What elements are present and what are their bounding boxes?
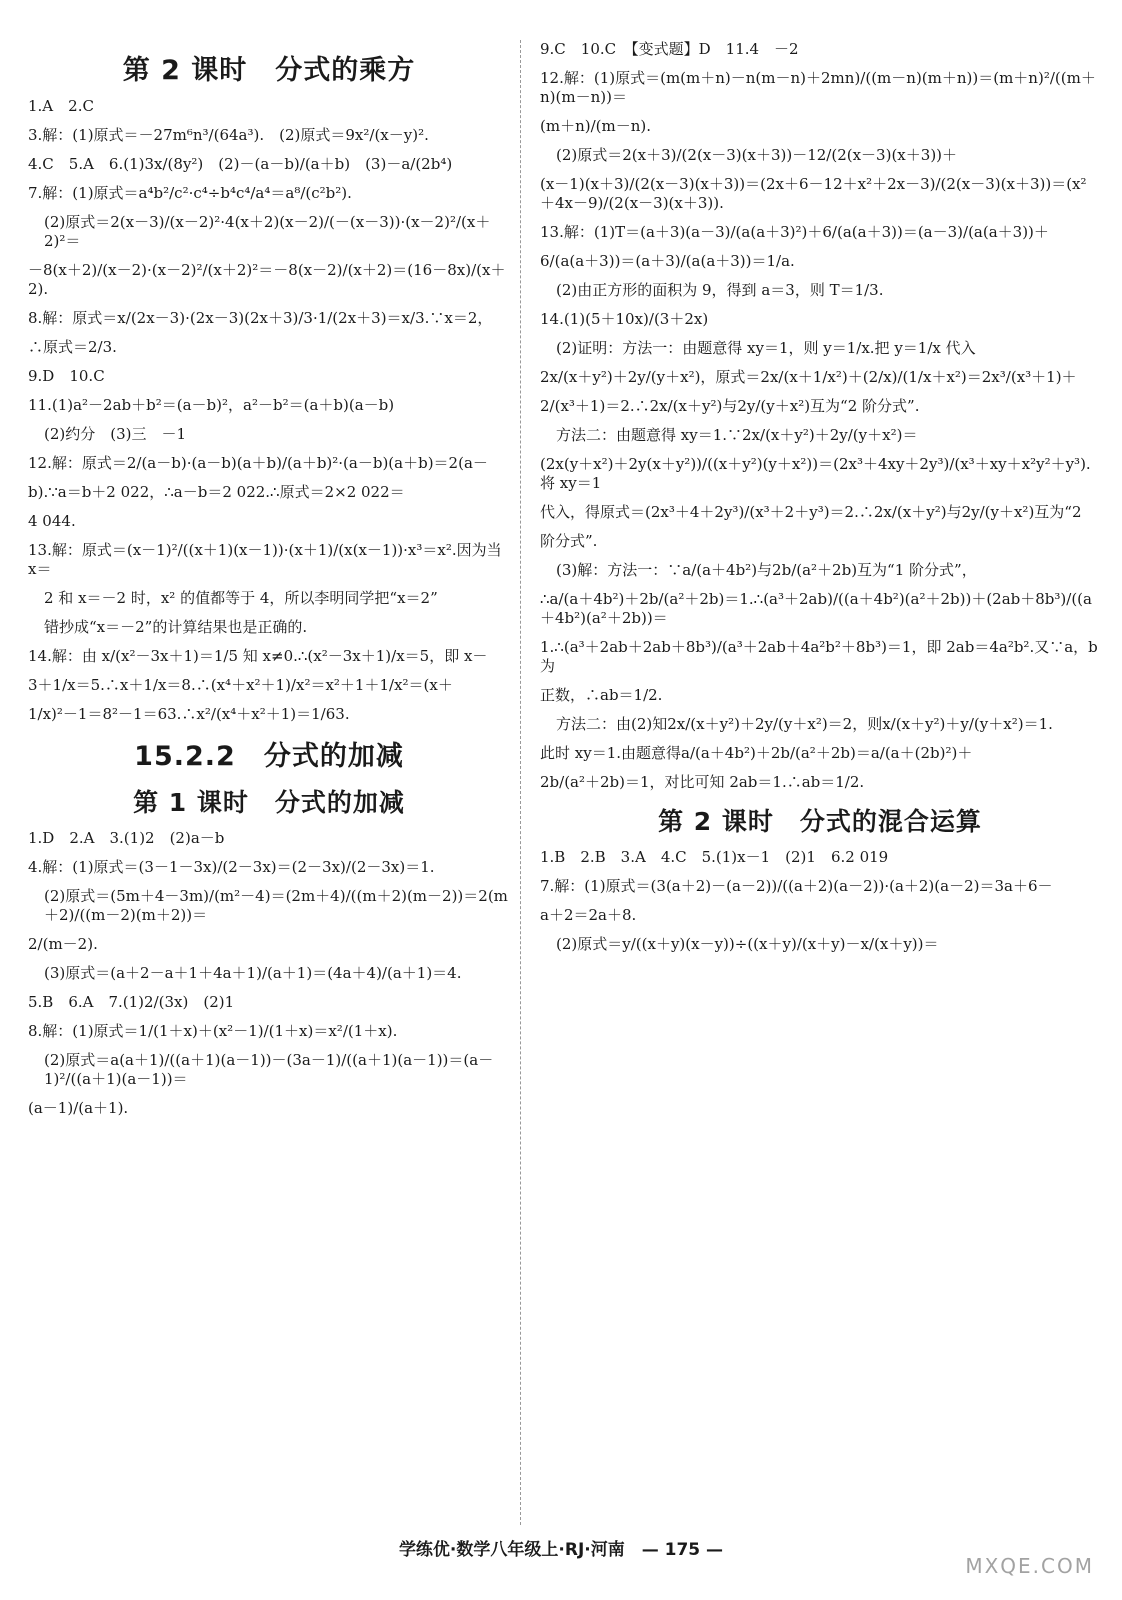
answer-line: (3)原式＝(a＋2－a＋1＋4a＋1)/(a＋1)＝(4a＋4)/(a＋1)＝4. — [44, 964, 462, 982]
answer-line: (a－1)/(a＋1). — [28, 1099, 129, 1117]
answer-line: 7.解：(1)原式＝(3(a＋2)－(a－2))/((a＋2)(a－2))·(a＋2)(a－2)＝3a＋6－ — [540, 877, 1053, 895]
answer-line: 3＋1/x＝5.∴x＋1/x＝8.∴(x⁴＋x²＋1)/x²＝x²＋1＋1/x²＝(x＋ — [28, 676, 453, 694]
answer-line: 代入，得原式＝(2x³＋4＋2y³)/(x³＋2＋y³)＝2.∴2x/(x＋y²)与2y/(y＋x²)互为“2 — [540, 503, 1082, 521]
answer-line: (2)原式＝2(x＋3)/(2(x－3)(x＋3))－12/(2(x－3)(x＋3))＋ — [556, 146, 958, 164]
answer-line: 13.解：原式＝(x－1)²/((x＋1)(x－1))·(x＋1)/(x(x－1))·x³＝x².因为当 x＝ — [28, 541, 507, 578]
answer-line: 2b/(a²＋2b)＝1，对比可知 2ab＝1.∴ab＝1/2. — [540, 773, 865, 791]
answer-line: 14.解：由 x/(x²－3x＋1)＝1/5 知 x≠0.∴(x²－3x＋1)/x＝5，即 x－ — [28, 647, 488, 665]
answer-line: 正数，∴ab＝1/2. — [540, 686, 663, 704]
answer-line: 13.解：(1)T＝(a＋3)(a－3)/(a(a＋3)²)＋6/(a(a＋3))＝(a－3)/(a(a＋3))＋ — [540, 223, 1049, 241]
answer-line: 2 和 x＝－2 时，x² 的值都等于 4，所以李明同学把“x＝2” — [44, 589, 438, 607]
answer-line: 2/(m－2). — [28, 935, 98, 953]
answer-line: (2)原式＝(5m＋4－3m)/(m²－4)＝(2m＋4)/((m＋2)(m－2))＝2(m＋2)/((m－2)(m＋2))＝ — [44, 887, 508, 924]
answer-line: 4 044. — [28, 512, 76, 530]
right-column — [540, 40, 1103, 964]
left-column — [28, 40, 510, 1128]
answer-line: ∴a/(a＋4b²)＋2b/(a²＋2b)＝1.∴(a³＋2ab)/((a＋4b²)(a²＋2b))＋(2ab＋8b³)/((a＋4b²)(a²＋2b))＝ — [540, 590, 1092, 627]
answer-line: 2/(x³＋1)＝2.∴2x/(x＋y²)与2y/(y＋x²)互为“2 阶分式”. — [540, 397, 920, 415]
answer-line: 11.(1)a²－2ab＋b²＝(a－b)²，a²－b²＝(a＋b)(a－b) — [28, 396, 395, 414]
answer-line: 2x/(x＋y²)＋2y/(y＋x²)，原式＝2x/(x＋1/x²)＋(2/x)/(1/x＋x²)＝2x³/(x³＋1)＋ — [540, 368, 1077, 386]
answer-line: 此时 xy＝1.由题意得a/(a＋4b²)＋2b/(a²＋2b)＝a/(a＋(2b)²)＋ — [540, 744, 973, 762]
answer-line: 4.C 5.A 6.(1)3x/(8y²) (2)－(a－b)/(a＋b) (3)－a/(2b⁴) — [28, 155, 453, 173]
answer-line: 1/x)²－1＝8²－1＝63.∴x²/(x⁴＋x²＋1)＝1/63. — [28, 705, 350, 723]
answer-line: 方法二：由题意得 xy＝1.∵2x/(x＋y²)＋2y/(y＋x²)＝ — [556, 426, 918, 444]
answer-line: (x－1)(x＋3)/(2(x－3)(x＋3))＝(2x＋6－12＋x²＋2x－3)/(2(x－3)(x＋3))＝(x²＋4x－9)/(2(x－3)(x＋3)). — [540, 175, 1087, 212]
right-answers-2 — [540, 848, 1100, 954]
answer-line: 8.解：原式＝x/(2x－3)·(2x－3)(2x＋3)/3·1/(2x＋3)＝x/3.∵x＝2， — [28, 309, 493, 327]
answer-line: 4.解：(1)原式＝(3－1－3x)/(2－3x)＝(2－3x)/(2－3x)＝1. — [28, 858, 435, 876]
answer-line: (2)原式＝2(x－3)/(x－2)²·4(x＋2)(x－2)/(－(x－3))·(x－2)²/(x＋2)²＝ — [44, 213, 491, 250]
answer-line: (2)证明：方法一：由题意得 xy＝1，则 y＝1/x.把 y＝1/x 代入 — [556, 339, 976, 357]
answer-line: (2)原式＝y/((x＋y)(x－y))÷((x＋y)/(x＋y)－x/(x＋y))＝ — [556, 935, 939, 953]
answer-line: 3.解：(1)原式＝－27m⁶n³/(64a³). (2)原式＝9x²/(x－y)². — [28, 126, 429, 144]
answer-line: 1.A 2.C — [28, 97, 94, 115]
answer-line: 阶分式”. — [540, 532, 598, 550]
right-answers-1 — [540, 40, 1103, 792]
lesson-heading-2: 第 1 课时 分式的加减 — [133, 788, 405, 817]
answer-line: (2)原式＝a(a＋1)/((a＋1)(a－1))－(3a－1)/((a＋1)(a－1))＝(a－1)²/((a＋1)(a－1))＝ — [44, 1051, 494, 1088]
section-heading: 15.2.2 分式的加减 — [134, 741, 404, 772]
answer-line: (m＋n)/(m－n). — [540, 117, 651, 135]
answer-line: 8.解：(1)原式＝1/(1＋x)＋(x²－1)/(1＋x)＝x²/(1＋x). — [28, 1022, 398, 1040]
answer-line: －8(x＋2)/(x－2)·(x－2)²/(x＋2)²＝－8(x－2)/(x＋2)＝(16－8x)/(x＋2). — [28, 261, 506, 298]
left-answers-1 — [28, 97, 510, 724]
answer-line: 1.B 2.B 3.A 4.C 5.(1)x－1 (2)1 6.2 019 — [540, 848, 889, 866]
answer-line: b).∵a＝b＋2 022，∴a－b＝2 022.∴原式＝2×2 022＝ — [28, 483, 405, 501]
answer-line: 错抄成“x＝－2”的计算结果也是正确的. — [44, 618, 308, 636]
answer-line: (2x(y＋x²)＋2y(x＋y²))/((x＋y²)(y＋x²))＝(2x³＋4xy＋2y³)/(x³＋xy＋x²y²＋y³).将 xy＝1 — [540, 455, 1091, 492]
page-footer: 学练优·数学八年级上·RJ·河南 — 175 — — [398, 1540, 724, 1560]
answer-line: (2)约分 (3)三 －1 — [44, 425, 187, 443]
watermark-logo: MXQE.COM — [965, 1554, 1094, 1578]
answer-line: 方法二：由(2)知2x/(x＋y²)＋2y/(y＋x²)＝2，则x/(x＋y²)＋y/(y＋x²)＝1. — [556, 715, 1053, 733]
answer-line: 5.B 6.A 7.(1)2/(3x) (2)1 — [28, 993, 235, 1011]
answer-line: 14.(1)(5＋10x)/(3＋2x) — [540, 310, 709, 328]
answer-line: 9.D 10.C — [28, 367, 105, 385]
answer-line: (2)由正方形的面积为 9，得到 a＝3，则 T＝1/3. — [556, 281, 884, 299]
answer-line: 1.D 2.A 3.(1)2 (2)a－b — [28, 829, 225, 847]
left-answers-2 — [28, 829, 510, 1118]
answer-line: 1.∴(a³＋2ab＋2ab＋8b³)/(a³＋2ab＋4a²b²＋8b³)＝1，即 2ab＝4a²b².又∵a，b 为 — [540, 638, 1103, 675]
lesson-heading-3: 第 2 课时 分式的混合运算 — [658, 807, 982, 836]
answer-line: ∴原式＝2/3. — [28, 338, 117, 356]
answer-line: 6/(a(a＋3))＝(a＋3)/(a(a＋3))＝1/a. — [540, 252, 795, 270]
answer-line: (3)解：方法一：∵a/(a＋4b²)与2b/(a²＋2b)互为“1 阶分式”， — [556, 561, 977, 579]
lesson-heading-1: 第 2 课时 分式的乘方 — [122, 55, 416, 86]
answer-line: 12.解：原式＝2/(a－b)·(a－b)(a＋b)/(a＋b)²·(a－b)(a＋b)＝2(a－ — [28, 454, 488, 472]
answer-line: 9.C 10.C 【变式题】D 11.4 －2 — [540, 40, 799, 58]
answer-line: 12.解：(1)原式＝(m(m＋n)－n(m－n)＋2mn)/((m－n)(m＋n))＝(m＋n)²/((m＋n)(m－n))＝ — [540, 69, 1096, 106]
answer-line: 7.解：(1)原式＝a⁴b²/c²·c⁴÷b⁴c⁴/a⁴＝a⁸/(c²b²). — [28, 184, 352, 202]
answer-line: a＋2＝2a＋8. — [540, 906, 637, 924]
column-divider — [520, 40, 521, 1525]
